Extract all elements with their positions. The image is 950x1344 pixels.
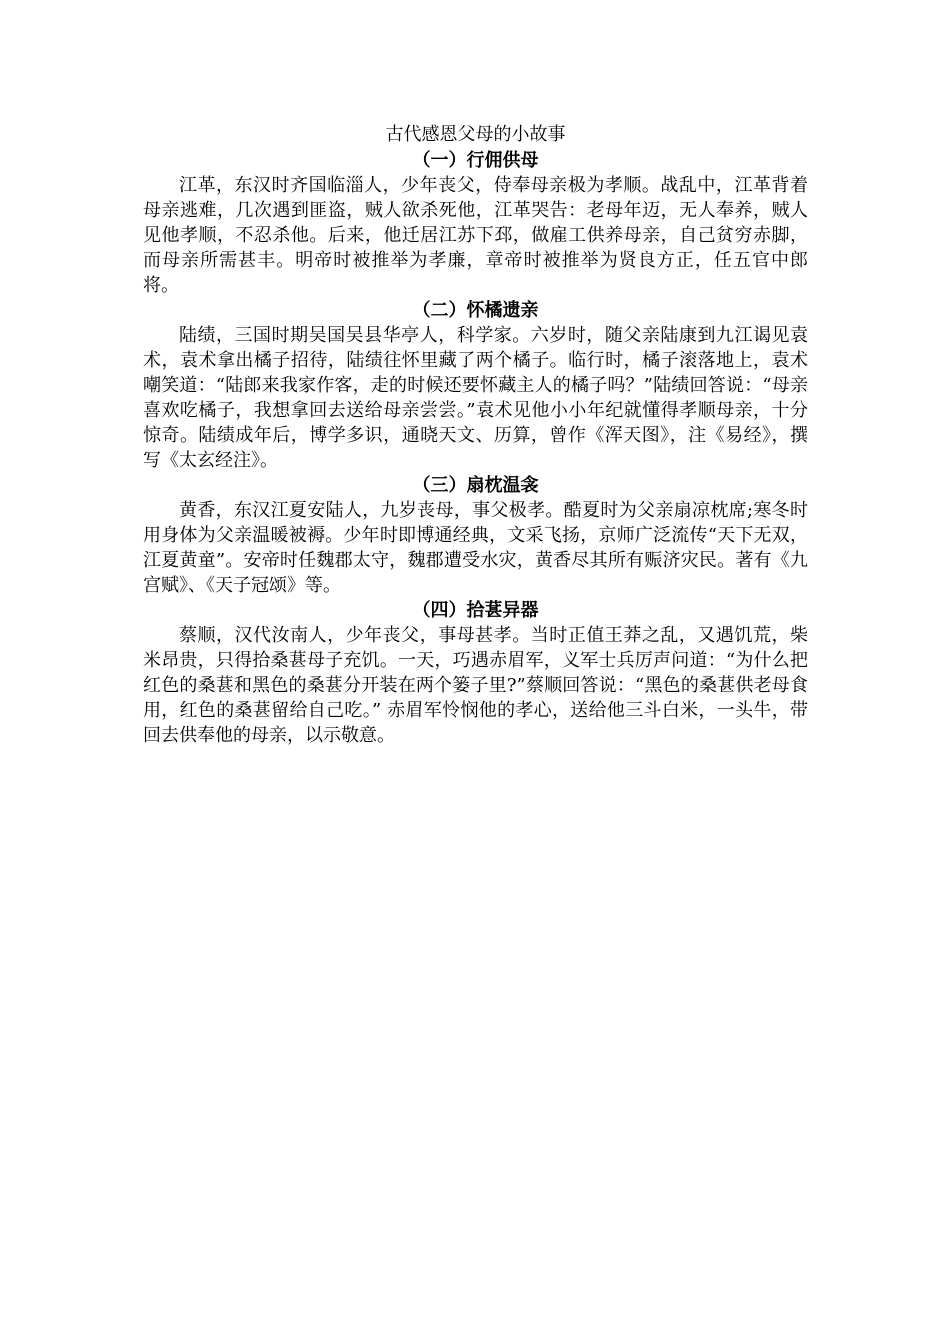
document-title: 古代感恩父母的小故事: [385, 124, 566, 145]
story-section-1: [143, 148, 808, 298]
section-heading: （一）行佣供母: [412, 150, 539, 171]
section-heading: （二）怀橘遗亲: [412, 300, 539, 321]
story-section-3: [143, 473, 808, 598]
section-heading: （四）拾葚异器: [412, 600, 539, 621]
section-body: 蔡顺，汉代汝南人，少年丧父，事母甚孝。当时正值王莽之乱，又遇饥荒，柴米昂贵，只得拾桑葚母子充饥。一天，巧遇赤眉军，义军士兵厉声问道：“为什么把红色的桑葚和黑色的桑葚分开装在两个篓子里?”蔡顺回答说：“黑色的桑葚供老母食用，红色的桑葚留给自己吃。” 赤眉军怜悯他的孝心，送给他三斗白米，一头牛，带回去供奉他的母亲，以示敬意。: [143, 625, 808, 746]
story-section-2: [143, 298, 808, 473]
document-content: [143, 122, 808, 748]
section-body: 江革，东汉时齐国临淄人，少年丧父，侍奉母亲极为孝顺。战乱中，江革背着母亲逃难，几次遇到匪盗，贼人欲杀死他，江革哭告：老母年迈，无人奉养，贼人见他孝顺，不忍杀他。后来，他迁居江苏下邳，做雇工供养母亲，自己贫穷赤脚，而母亲所需甚丰。明帝时被推举为孝廉，章帝时被推举为贤良方正，任五官中郎将。: [143, 175, 808, 296]
story-section-4: [143, 598, 808, 748]
section-heading: （三）扇枕温衾: [412, 475, 539, 496]
section-body: 黄香，东汉江夏安陆人，九岁丧母，事父极孝。酷夏时为父亲扇凉枕席;寒冬时用身体为父亲温暖被褥。少年时即博通经典，文采飞扬，京师广泛流传“天下无双，江夏黄童”。安帝时任魏郡太守，魏郡遭受水灾，黄香尽其所有赈济灾民。著有《九宫赋》、《天子冠颂》等。: [143, 500, 808, 596]
section-body: 陆绩，三国时期吴国吴县华亭人，科学家。六岁时，随父亲陆康到九江谒见袁术，袁术拿出橘子招待，陆绩往怀里藏了两个橘子。临行时，橘子滚落地上，袁术嘲笑道：“陆郎来我家作客，走的时候还要怀藏主人的橘子吗？”陆绩回答说：“母亲喜欢吃橘子，我想拿回去送给母亲尝尝。”袁术见他小小年纪就懂得孝顺母亲，十分惊奇。陆绩成年后，博学多识，通晓天文、历算，曾作《浑天图》，注《易经》，撰写《太玄经注》。: [143, 325, 808, 471]
